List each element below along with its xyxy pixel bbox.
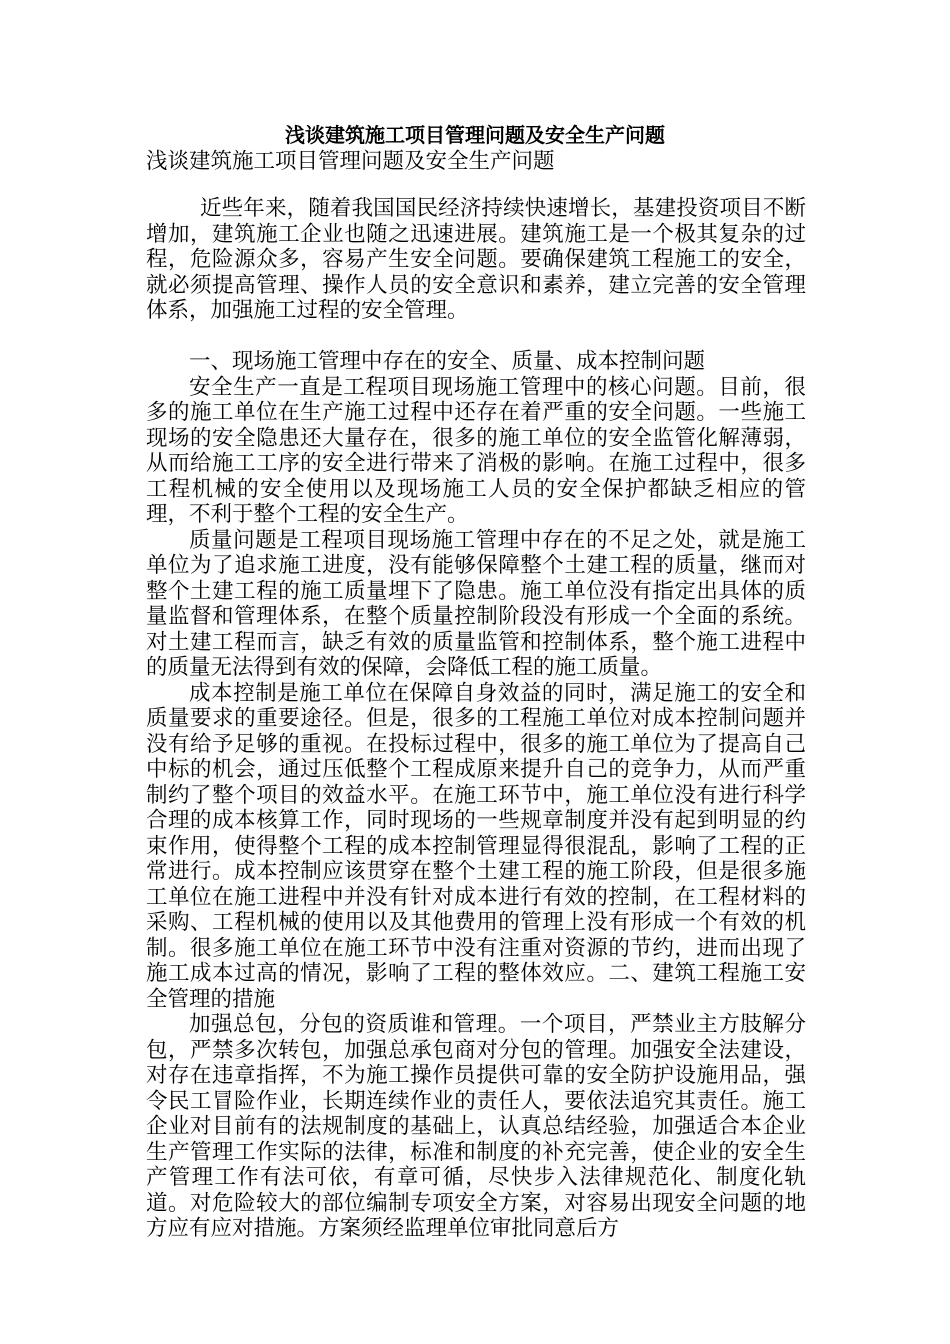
document-subtitle: 浅谈建筑施工项目管理问题及安全生产问题 <box>146 149 555 174</box>
intro-paragraph: 近些年来，随着我国国民经济持续快速增长，基建投资项目不断增加，建筑施工企业也随之迅速进展。建筑施工是一个极其复杂的过程，危险源众多，容易产生安全问题。要确保建筑工程施工的安全，就必须提高管理、操作人员的安全意识和素养，建立完善的安全管理体系，加强施工过程的安全管理。 <box>146 196 806 323</box>
paragraph-cost-text: 成本控制是施工单位在保障自身效益的同时，满足施工的安全和质量要求的重要途径。但是，很多的工程施工单位对成本控制问题并没有给予足够的重视。在投标过程中，很多的施工单位为了提高自己中标的机会，通过压低整个工程成原来提升自己的竞争力，从而严重制约了整个项目的效益水平。在施工环节中，施工单位没有进行科学合理的成本核算工作，同时现场的一些规章制度并没有起到明显的约束作用，使得整个工程的成本控制管理显得很混乱，影响了工程的正常进行。成本控制应该贯穿在整个土建工程的施工阶段，但是很多施工单位在施工进程中并没有针对成本进行有效的控制，在工程材料的采购、工程机械的使用以及其他费用的管理上没有形成一个有效的机制。很多施工单位在施工环节中没有注重对资源的节约，进而出现了施工成本过高的情况，影响了工程的整体效应。 <box>146 680 806 986</box>
paragraph-safety: 安全生产一直是工程项目现场施工管理中的核心问题。目前，很多的施工单位在生产施工过程中还存在着严重的安全问题。一些施工现场的安全隐患还大量存在，很多的施工单位的安全监管化解薄弱，从而给施工工序的安全进行带来了消极的影响。在施工过程中，很多工程机械的安全使用以及现场施工人员的安全保护都缺乏相应的管理，不利于整个工程的安全生产。 <box>146 374 806 527</box>
document-title: 浅谈建筑施工项目管理问题及安全生产问题 <box>285 123 665 147</box>
section-heading-1: 一、现场施工管理中存在的安全、质量、成本控制问题 <box>189 349 706 374</box>
document-body <box>146 196 806 1242</box>
paragraph-quality: 质量问题是工程项目现场施工管理中存在的不足之处，就是施工单位为了追求施工进度，没有能够保障整个土建工程的质量，继而对整个土建工程的施工质量埋下了隐患。施工单位没有指定出具体的质量监督和管理体系，在整个质量控制阶段没有形成一个全面的系统。对土建工程而言，缺乏有效的质量监管和控制体系，整个施工进程中的质量无法得到有效的保障，会降低工程的施工质量。 <box>146 527 806 680</box>
section-heading-2: 二、建筑工程施工安全管理的措施 <box>146 961 806 1012</box>
paragraph-cost <box>146 681 806 1013</box>
paragraph-measures: 加强总包，分包的资质谁和管理。一个项目，严禁业主方肢解分包，严禁多次转包，加强总承包商对分包的管理。加强安全法建设，对存在违章指挥，不为施工操作员提供可靠的安全防护设施用品，强令民工冒险作业，长期连续作业的责任人，要依法追究其责任。施工企业对目前有的法规制度的基础上，认真总结经验，加强适合本企业生产管理工作实际的法律，标准和制度的补充完善，使企业的安全生产管理工作有法可依，有章可循，尽快步入法律规范化、制度化轨道。对危险较大的部位编制专项安全方案，对容易出现安全问题的地方应有应对措施。方案须经监理单位审批同意后方 <box>146 1012 806 1241</box>
